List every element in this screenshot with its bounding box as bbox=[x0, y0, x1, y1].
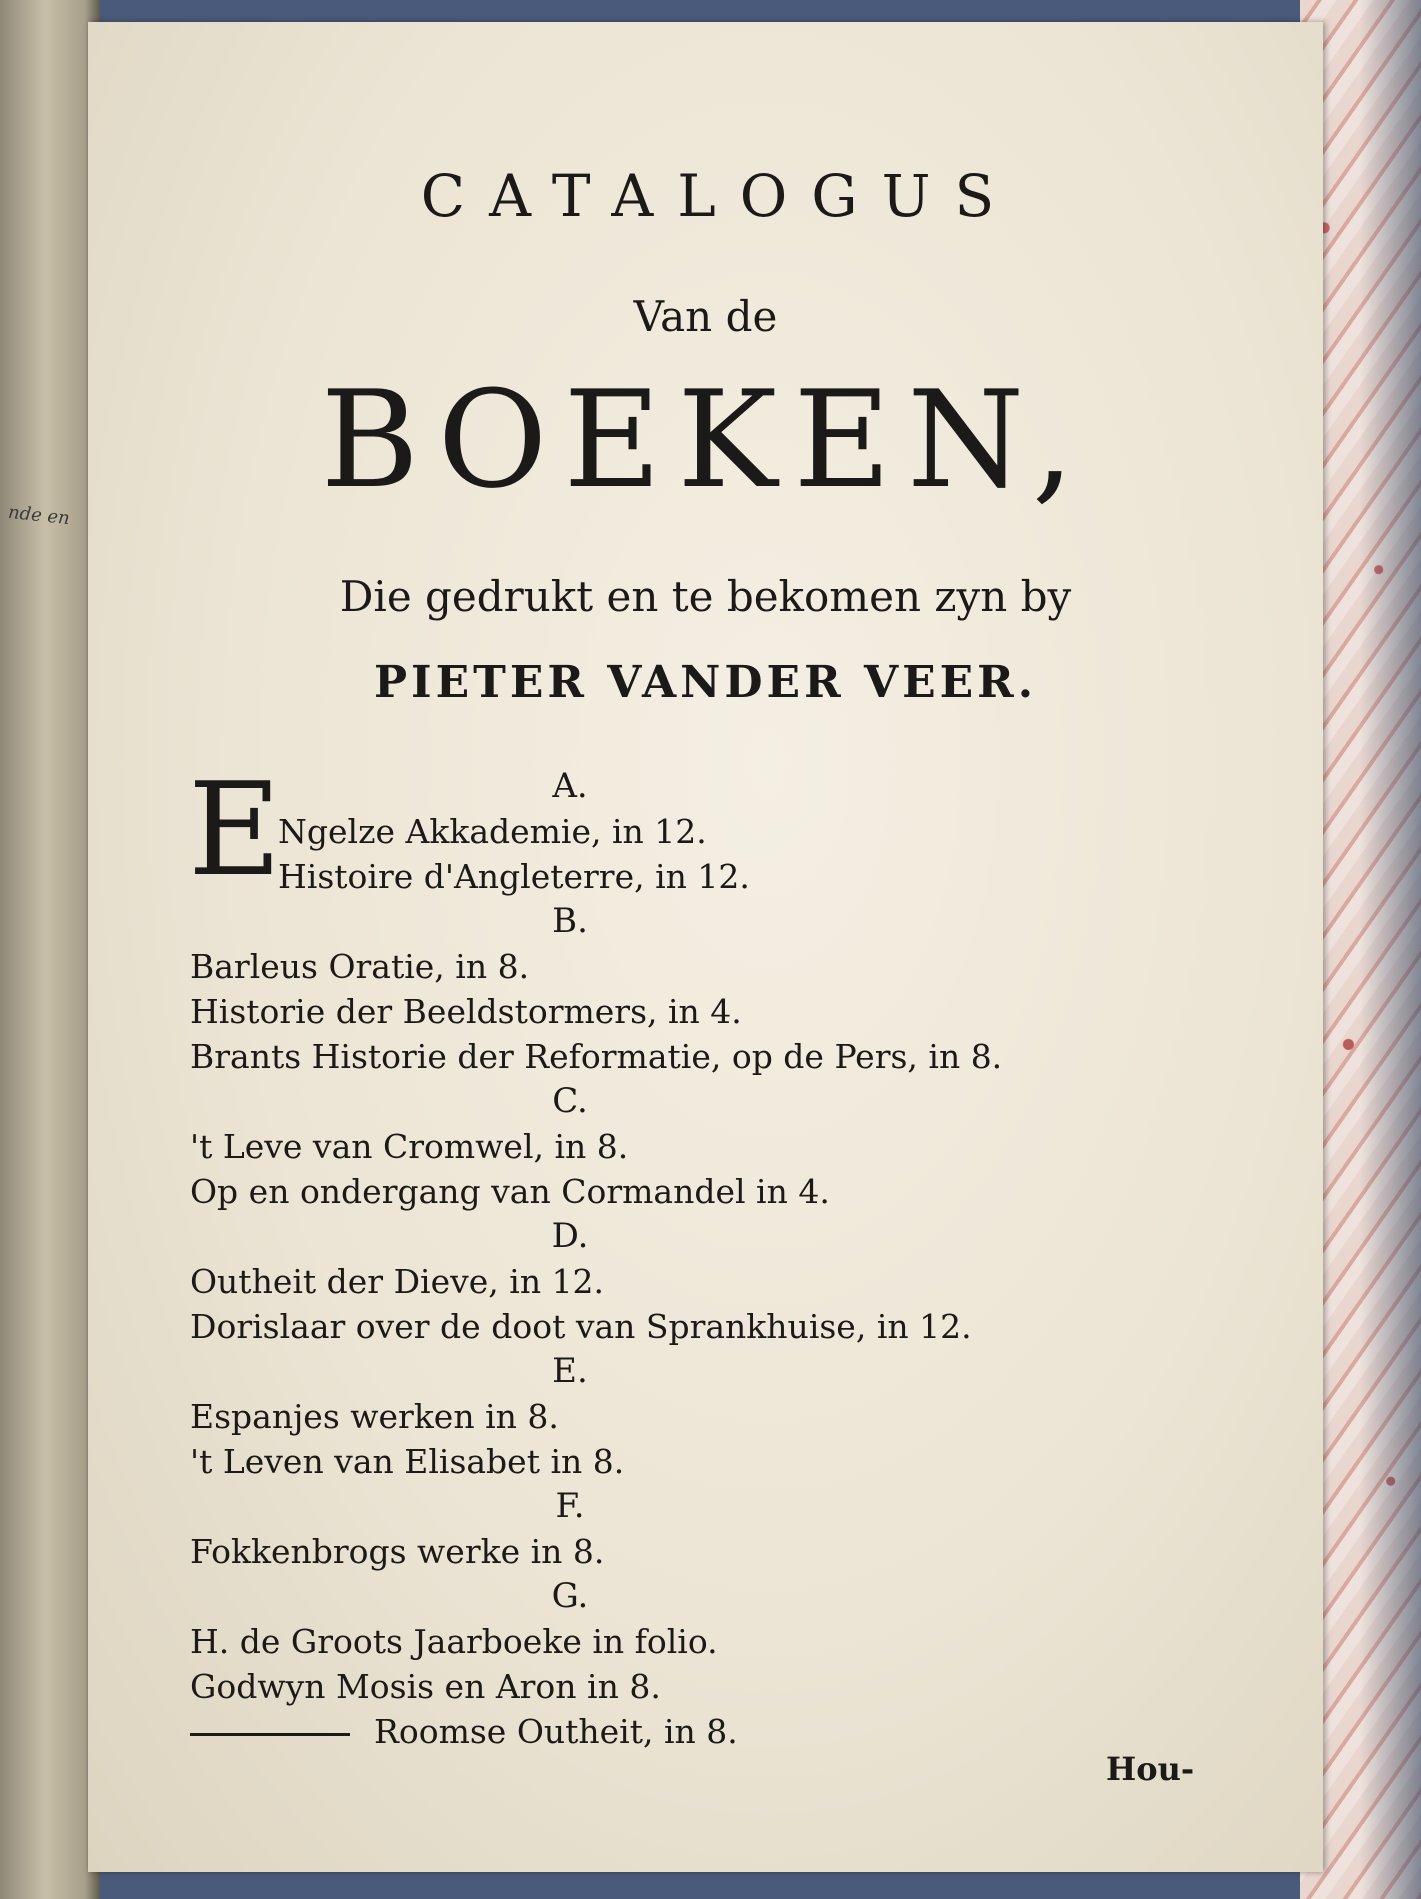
section-letter-c: C. bbox=[552, 1081, 588, 1121]
section-letter-b: B. bbox=[552, 901, 588, 941]
catalogue-page bbox=[88, 22, 1323, 1872]
list-item: Godwyn Mosis en Aron in 8. bbox=[190, 1667, 661, 1706]
ditto-dash bbox=[190, 1733, 350, 1736]
list-item: H. de Groots Jaarboeke in folio. bbox=[190, 1622, 718, 1661]
list-item: Historie der Beeldstormers, in 4. bbox=[190, 992, 742, 1031]
left-facing-page bbox=[0, 0, 100, 1899]
list-item: Dorislaar over de doot van Sprankhuise, in 12. bbox=[190, 1307, 972, 1346]
list-item bbox=[190, 1709, 1190, 1754]
list-item: Fokkenbrogs werke in 8. bbox=[190, 1532, 605, 1571]
section-letter-d: D. bbox=[551, 1216, 589, 1256]
list-item: Espanjes werken in 8. bbox=[190, 1397, 559, 1436]
section-letter-f: F. bbox=[555, 1486, 585, 1526]
list-item: Histoire d'Angleterre, in 12. bbox=[278, 857, 750, 896]
list-item: 't Leven van Elisabet in 8. bbox=[190, 1442, 625, 1481]
printer-name: PIETER VANDER VEER. bbox=[373, 657, 1038, 708]
section-letter-g: G. bbox=[551, 1576, 589, 1616]
catchword: Hou- bbox=[1106, 1750, 1195, 1788]
section-letter-a: A. bbox=[552, 766, 588, 806]
binding-shadow bbox=[1360, 0, 1421, 1899]
book-list bbox=[188, 756, 1190, 1754]
page-title: CATALOGUS bbox=[420, 162, 1019, 230]
list-item: 't Leve van Cromwel, in 8. bbox=[190, 1127, 629, 1166]
list-item-text: Roomse Outheit, in 8. bbox=[374, 1712, 738, 1751]
left-page-edge-text: nde en bbox=[7, 501, 71, 530]
main-title: BOEKEN, bbox=[320, 362, 1091, 518]
page-subtitle: Van de bbox=[633, 292, 778, 341]
section-letter-e: E. bbox=[552, 1351, 588, 1391]
list-item: Outheit der Dieve, in 12. bbox=[190, 1262, 605, 1301]
list-item: Ngelze Akkademie, in 12. bbox=[278, 812, 707, 851]
printer-line: Die gedrukt en te bekomen zyn by bbox=[339, 572, 1072, 621]
list-item: Barleus Oratie, in 8. bbox=[190, 947, 530, 986]
list-item: Brants Historie der Reformatie, op de Pers, in 8. bbox=[190, 1037, 1003, 1076]
drop-cap: E bbox=[188, 756, 282, 905]
list-item: Op en ondergang van Cormandel in 4. bbox=[190, 1172, 830, 1211]
